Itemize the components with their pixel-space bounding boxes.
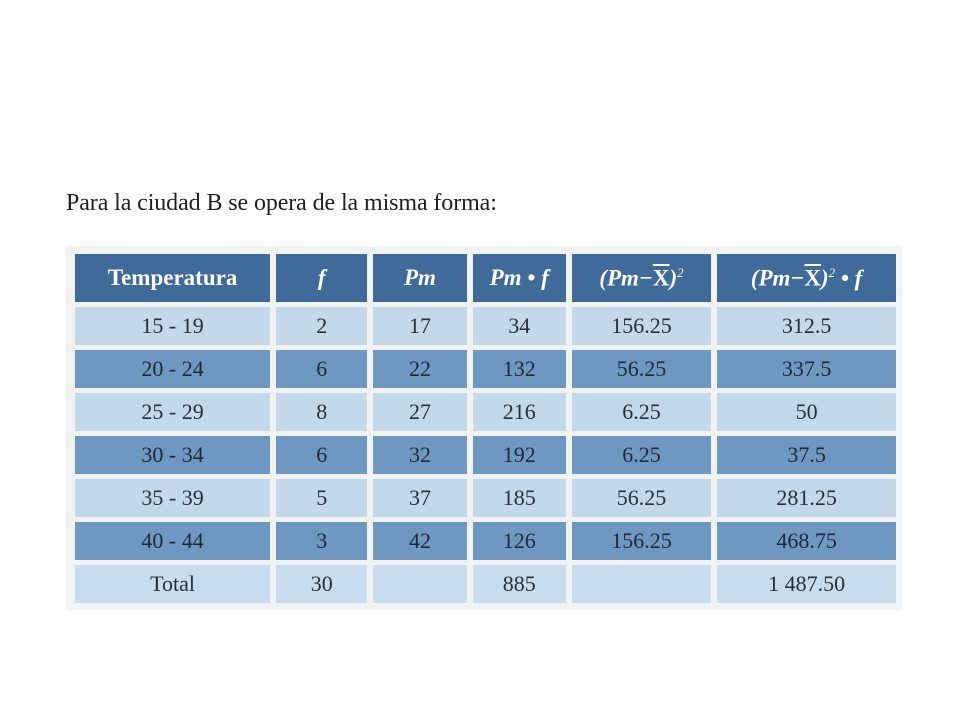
header-dev-squared <box>572 254 711 302</box>
cell-pm: 27 <box>373 393 466 431</box>
cell-dev-squared-f: 337.5 <box>717 350 896 388</box>
header-dev-squared-xbar: $\overline{X}$ <box>652 265 670 291</box>
cell-temperatura: 15 - 19 <box>75 307 270 345</box>
cell-total-f: 30 <box>276 565 367 603</box>
cell-pm: 42 <box>373 522 466 560</box>
cell-dev-squared: 156.25 <box>572 307 711 345</box>
cell-pm-f: 34 <box>473 307 566 345</box>
cell-dev-squared: 6.25 <box>572 393 711 431</box>
header-dev-squared-f <box>717 254 896 302</box>
header-dev-squared-f-exp: 2 <box>828 264 836 280</box>
cell-temperatura: 30 - 34 <box>75 436 270 474</box>
cell-pm: 22 <box>373 350 466 388</box>
cell-total-dev-squared-f: 1 487.50 <box>717 565 896 603</box>
cell-dev-squared-f: 468.75 <box>717 522 896 560</box>
header-pm: Pm <box>373 254 466 302</box>
table-header-row <box>75 254 896 302</box>
cell-total-label: Total <box>75 565 270 603</box>
cell-f: 3 <box>276 522 367 560</box>
cell-dev-squared: 6.25 <box>572 436 711 474</box>
cell-pm-f: 185 <box>473 479 566 517</box>
cell-dev-squared: 156.25 <box>572 522 711 560</box>
cell-pm: 32 <box>373 436 466 474</box>
cell-dev-squared: 56.25 <box>572 350 711 388</box>
cell-pm-f: 216 <box>473 393 566 431</box>
cell-f: 5 <box>276 479 367 517</box>
cell-dev-squared-f: 281.25 <box>717 479 896 517</box>
cell-f: 6 <box>276 436 367 474</box>
header-dev-squared-f-close: ) <box>820 265 829 291</box>
cell-pm-f: 126 <box>473 522 566 560</box>
cell-temperatura: 25 - 29 <box>75 393 270 431</box>
header-f: f <box>276 254 367 302</box>
cell-temperatura: 20 - 24 <box>75 350 270 388</box>
frequency-table-container <box>66 246 902 610</box>
table-row <box>75 436 896 474</box>
cell-pm: 17 <box>373 307 466 345</box>
header-dev-squared-close: ) <box>669 265 678 291</box>
cell-temperatura: 35 - 39 <box>75 479 270 517</box>
cell-dev-squared: 56.25 <box>572 479 711 517</box>
header-dev-squared-f-tail: • f <box>835 265 863 291</box>
table-row <box>75 350 896 388</box>
cell-pm-f: 192 <box>473 436 566 474</box>
cell-f: 8 <box>276 393 367 431</box>
cell-total-dev-squared <box>572 565 711 603</box>
table-total-row <box>75 565 896 603</box>
cell-pm-f: 132 <box>473 350 566 388</box>
cell-total-pm-f: 885 <box>473 565 566 603</box>
table-row <box>75 307 896 345</box>
frequency-table <box>69 249 902 608</box>
cell-pm: 37 <box>373 479 466 517</box>
header-dev-squared-f-xbar: $\overline{X}$ <box>804 265 821 291</box>
cell-f: 6 <box>276 350 367 388</box>
cell-temperatura: 40 - 44 <box>75 522 270 560</box>
cell-total-pm <box>373 565 466 603</box>
cell-dev-squared-f: 312.5 <box>717 307 896 345</box>
header-dev-squared-open: (Pm− <box>599 265 653 291</box>
table-row <box>75 393 896 431</box>
cell-dev-squared-f: 50 <box>717 393 896 431</box>
cell-dev-squared-f: 37.5 <box>717 436 896 474</box>
header-dev-squared-f-open: (Pm− <box>750 265 805 291</box>
header-temperatura: Temperatura <box>75 254 270 302</box>
header-pm-f: Pm • f <box>473 254 566 302</box>
table-row <box>75 479 896 517</box>
header-dev-squared-exp: 2 <box>677 264 684 280</box>
cell-f: 2 <box>276 307 367 345</box>
table-row <box>75 522 896 560</box>
intro-text: Para la ciudad B se opera de la misma forma: <box>66 190 497 216</box>
